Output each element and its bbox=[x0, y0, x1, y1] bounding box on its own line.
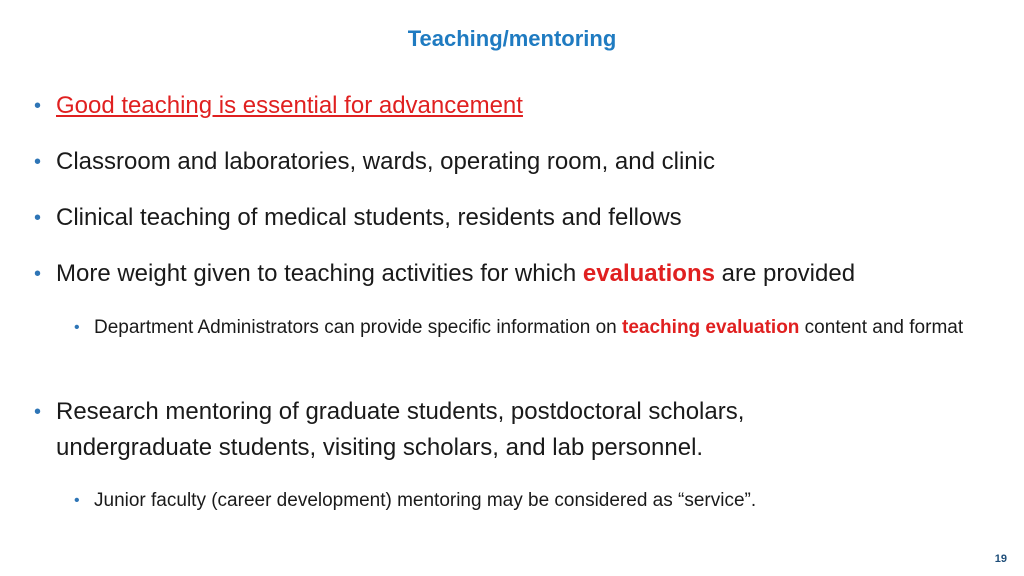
text-before: More weight given to teaching activities for which bbox=[56, 260, 583, 287]
bullet-item bbox=[34, 88, 523, 124]
text-line-2: undergraduate students, visiting scholars, and lab personnel. bbox=[56, 434, 704, 461]
bullet-icon: • bbox=[34, 263, 42, 285]
slide-title: Teaching/mentoring bbox=[407, 26, 617, 51]
sub-bullet-text bbox=[94, 313, 963, 343]
bullet-item bbox=[34, 256, 855, 292]
bullet-item bbox=[34, 144, 715, 180]
sub-bullet-icon: • bbox=[74, 319, 80, 336]
sub-bullet-item bbox=[74, 486, 756, 516]
bullet-icon: • bbox=[34, 401, 42, 423]
text-line-1: Research mentoring of graduate students, postdoctoral scholars, bbox=[56, 398, 745, 425]
bullet-text bbox=[56, 394, 744, 466]
page-number: 19 bbox=[994, 553, 1007, 565]
bullet-text bbox=[56, 256, 855, 292]
advancement-link[interactable]: Good teaching is essential for advancement bbox=[56, 92, 523, 119]
bullet-icon: • bbox=[34, 151, 42, 173]
bullet-icon: • bbox=[34, 95, 42, 117]
highlight-teaching-evaluation: teaching evaluation bbox=[622, 317, 800, 338]
bullet-icon: • bbox=[34, 207, 42, 229]
text-before: Department Administrators can provide specific information on bbox=[94, 317, 623, 338]
sub-bullet-icon: • bbox=[74, 492, 80, 509]
bullet-text: Classroom and laboratories, wards, operating room, and clinic bbox=[56, 148, 715, 175]
bullet-item bbox=[34, 394, 744, 466]
sub-bullet-item bbox=[74, 313, 994, 343]
bullet-text: Clinical teaching of medical students, residents and fellows bbox=[56, 204, 682, 231]
bullet-item bbox=[34, 200, 682, 236]
highlight-evaluations: evaluations bbox=[582, 260, 715, 287]
text-after: content and format bbox=[799, 317, 964, 338]
text-after: are provided bbox=[714, 260, 856, 287]
sub-bullet-text: Junior faculty (career development) mentoring may be considered as “service”. bbox=[94, 490, 757, 511]
